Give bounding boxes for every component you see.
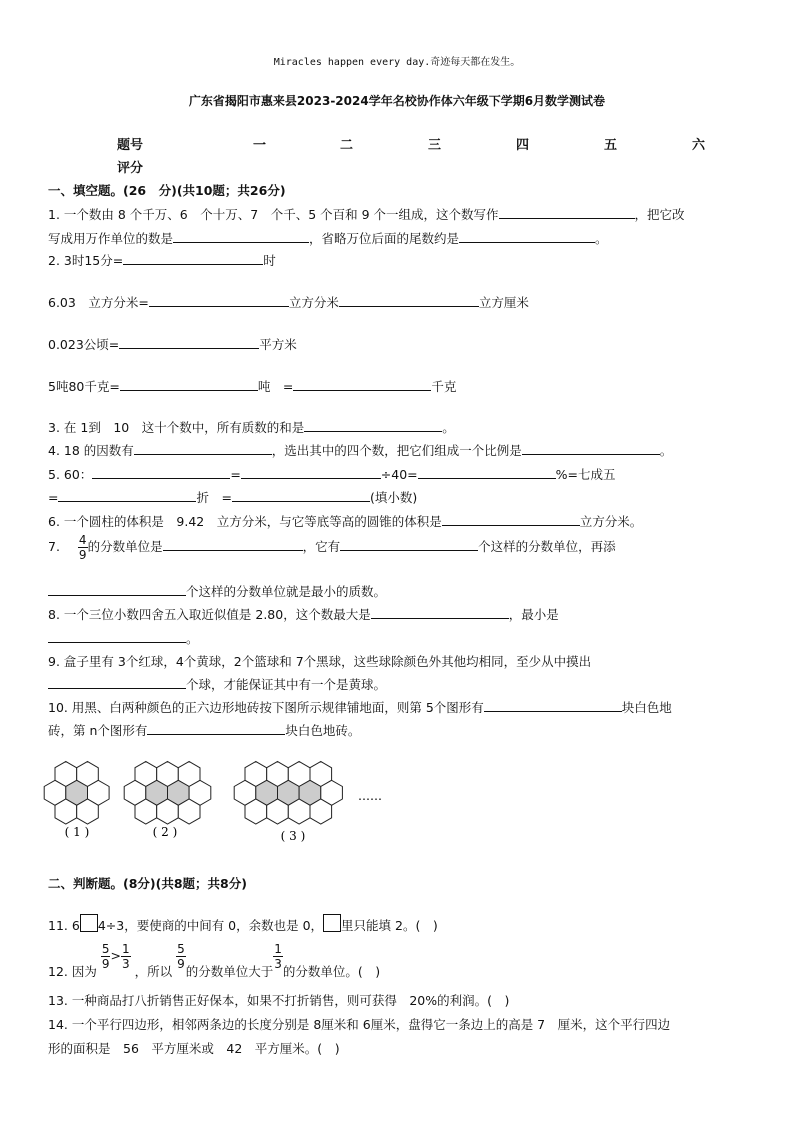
question-7-line1 [48,533,616,562]
question-2-line4 [48,377,456,395]
answer-blank[interactable] [232,489,370,502]
digit-box[interactable] [323,914,341,932]
q1-text: 写成用万作单位的数是 [48,231,174,246]
q4-text: 4. 18 的因数有 [48,443,134,458]
hexagon-groups [44,762,342,825]
q1-text: 。 [595,231,608,246]
section2-heading: 二、判断题。(8分)(共8题；共8分) [48,876,247,891]
score-table-col: 三 [428,138,442,153]
answer-blank[interactable] [241,466,381,479]
fraction [78,533,88,562]
answer-blank[interactable] [418,466,556,479]
question-10-line1 [48,698,672,716]
fraction-numerator: 1 [121,942,130,956]
digit-box[interactable] [80,914,98,932]
question-8-line2 [48,629,199,647]
question-9-line2 [48,675,386,693]
q12-text: 12. 因为 [48,964,97,979]
hexagon-tile-figures [40,760,420,850]
score-table-col: 四 [516,138,530,153]
score-table-col: 六 [692,138,706,153]
answer-blank[interactable] [58,489,196,502]
answer-blank[interactable] [304,419,442,432]
answer-blank[interactable] [163,538,303,551]
q5-text: 折 = [196,490,232,505]
q6-text: 6. 一个圆柱的体积是 9.42 立方分米，与它等底等高的圆锥的体积是 [48,514,442,529]
question-8-line1 [48,605,559,623]
answer-blank[interactable] [92,466,230,479]
q11-text: 11. 6 [48,918,80,933]
question-2-line2 [48,293,529,311]
figure-label-2: ( 2 ) [152,825,178,839]
q4-text: ，选出其中的四个数，把它们组成一个比例是 [271,443,522,458]
fraction-denominator: 9 [101,957,110,971]
answer-blank[interactable] [459,230,595,243]
answer-blank[interactable] [499,206,635,219]
answer-blank[interactable] [339,294,479,307]
figure-label-1: ( 1 ) [64,825,90,839]
q1-text: ，把它改 [634,207,685,222]
score-table-col: 一 [253,138,267,153]
score-table-col: 五 [604,138,618,153]
motto: Miracles happen every day.奇迹每天都在发生。 [273,57,521,68]
question-1-line1 [48,205,685,223]
q1-text: ，省略万位后面的尾数约是 [309,231,460,246]
q10-text: 10. 用黑、白两种颜色的正六边形地砖按下图所示规律铺地面，则第 5个图形有 [48,700,484,715]
q2-text: 0.023公顷= [48,337,120,352]
question-3 [48,418,455,436]
q4-text: 。 [659,443,673,458]
q8-text: 。 [186,631,199,646]
q1-text: 1. 一个数由 8 个千万、6 个十万、7 个千、5 个百和 9 个一组成，这个数写作 [48,207,499,222]
answer-blank[interactable] [48,583,186,596]
answer-blank[interactable] [442,513,580,526]
question-10-line2 [48,721,360,739]
figure-label-3: ( 3 ) [280,829,306,843]
question-11 [48,914,438,934]
question-5-line1 [48,465,616,483]
q12-text: ，所以 [134,964,173,979]
fraction-numerator: 4 [78,533,87,547]
fraction-denominator: 9 [78,548,87,562]
q5-text: = [230,467,241,482]
question-2-line3 [48,335,297,353]
answer-blank[interactable] [484,699,622,712]
answer-blank[interactable] [123,252,263,265]
q2-text: 平方米 [259,337,297,352]
answer-blank[interactable] [119,336,259,349]
answer-blank[interactable] [134,442,272,455]
q7-text: 的分数单位是 [87,539,163,554]
q7-text: 7. [48,539,60,554]
q10-text: 砖，第 n个图形有 [48,723,148,738]
greater-than: > [110,948,121,963]
question-7-line2 [48,582,386,600]
answer-blank[interactable] [522,442,660,455]
question-4 [48,441,672,459]
q9-text: 个球，才能保证其中有一个是黄球。 [186,677,387,692]
q2-text: 立方分米 [288,295,339,310]
q8-text: 8. 一个三位小数四舍五入取近似值是 2.80，这个数最大是 [48,607,371,622]
fraction-denominator: 3 [274,957,282,971]
score-table-col-label: 题号 [117,138,144,153]
q12-text: 的分数单位大于 [185,964,274,979]
answer-blank[interactable] [149,294,289,307]
q5-text: 5. 60： [48,467,93,482]
q11-text: 4÷3，要使商的中间有 0，余数也是 0， [97,918,324,933]
section1-heading: 一、填空题。(26 分)(共10题；共26分) [48,183,286,198]
question-12 [48,942,380,980]
q6-text: 立方分米。 [579,514,643,529]
q10-text: 块白色地 [621,700,672,715]
q5-text: = [48,490,59,505]
answer-blank[interactable] [371,606,509,619]
q2-text: 时 [263,253,276,268]
fraction [176,942,186,971]
q3-text: 。 [442,420,455,435]
page-title: 广东省揭阳市惠来县2023-2024学年名校协作体六年级下学期6月数学测试卷 [188,94,606,108]
fraction-denominator: 3 [121,957,130,971]
q2-text: 5吨80千克= [48,379,120,394]
question-2-line1 [48,251,276,269]
question-1-line2 [48,229,608,247]
fraction [121,942,131,971]
answer-blank[interactable] [48,676,186,689]
answer-blank[interactable] [120,378,258,391]
q2-text: 千克 [431,379,457,394]
fraction-numerator: 5 [101,942,110,956]
q7-text: ，它有 [302,539,341,554]
q7-text: 个这样的分数单位就是最小的质数。 [186,584,387,599]
score-table-row-label: 评分 [117,161,144,176]
q12-text: 的分数单位。( ) [282,964,381,979]
ellipsis: …… [358,789,382,803]
answer-blank[interactable] [340,538,478,551]
question-9-line1 [48,652,591,670]
fraction-numerator: 5 [177,942,185,956]
question-13: 13. 一种商品打八折销售正好保本，如果不打折销售，则可获得 20%的利润。( ) [48,993,510,1008]
fraction [273,942,283,971]
q8-text: ，最小是 [508,607,559,622]
q2-text: 2. 3时15分= [48,253,124,268]
q5-text: ÷40= [380,467,418,482]
q2-text: 立方厘米 [478,295,529,310]
answer-blank[interactable] [173,230,309,243]
q5-text: %=七成五 [555,467,616,482]
fraction-denominator: 9 [177,957,185,971]
q2-text: 吨 = [257,379,294,394]
q11-text: 里只能填 2。( ) [341,918,438,933]
q2-text: 6.03 立方分米= [48,295,149,310]
score-table-col: 二 [340,138,354,153]
answer-blank[interactable] [48,630,186,643]
fraction-numerator: 1 [274,942,282,956]
q10-text: 块白色地砖。 [285,723,361,738]
question-5-line2 [48,488,417,506]
q5-text: (填小数) [369,490,418,505]
question-14-line1: 14. 一个平行四边形，相邻两条边的长度分别是 8厘米和 6厘米，盘得它一条边上的高是 7 厘米，这个平行四边 [48,1017,671,1032]
question-14-line2: 形的面积是 56 平方厘米或 42 平方厘米。( ) [48,1041,340,1056]
q3-text: 3. 在 1到 10 这十个数中，所有质数的和是 [48,420,305,435]
answer-blank[interactable] [147,722,285,735]
q9-text: 9. 盒子里有 3个红球，4个黄球，2个篮球和 7个黑球，这些球除颜色外其他均相同，至少从中摸出 [48,654,592,669]
question-6 [48,512,642,530]
answer-blank[interactable] [293,378,431,391]
q7-text: 个这样的分数单位，再添 [478,539,616,554]
